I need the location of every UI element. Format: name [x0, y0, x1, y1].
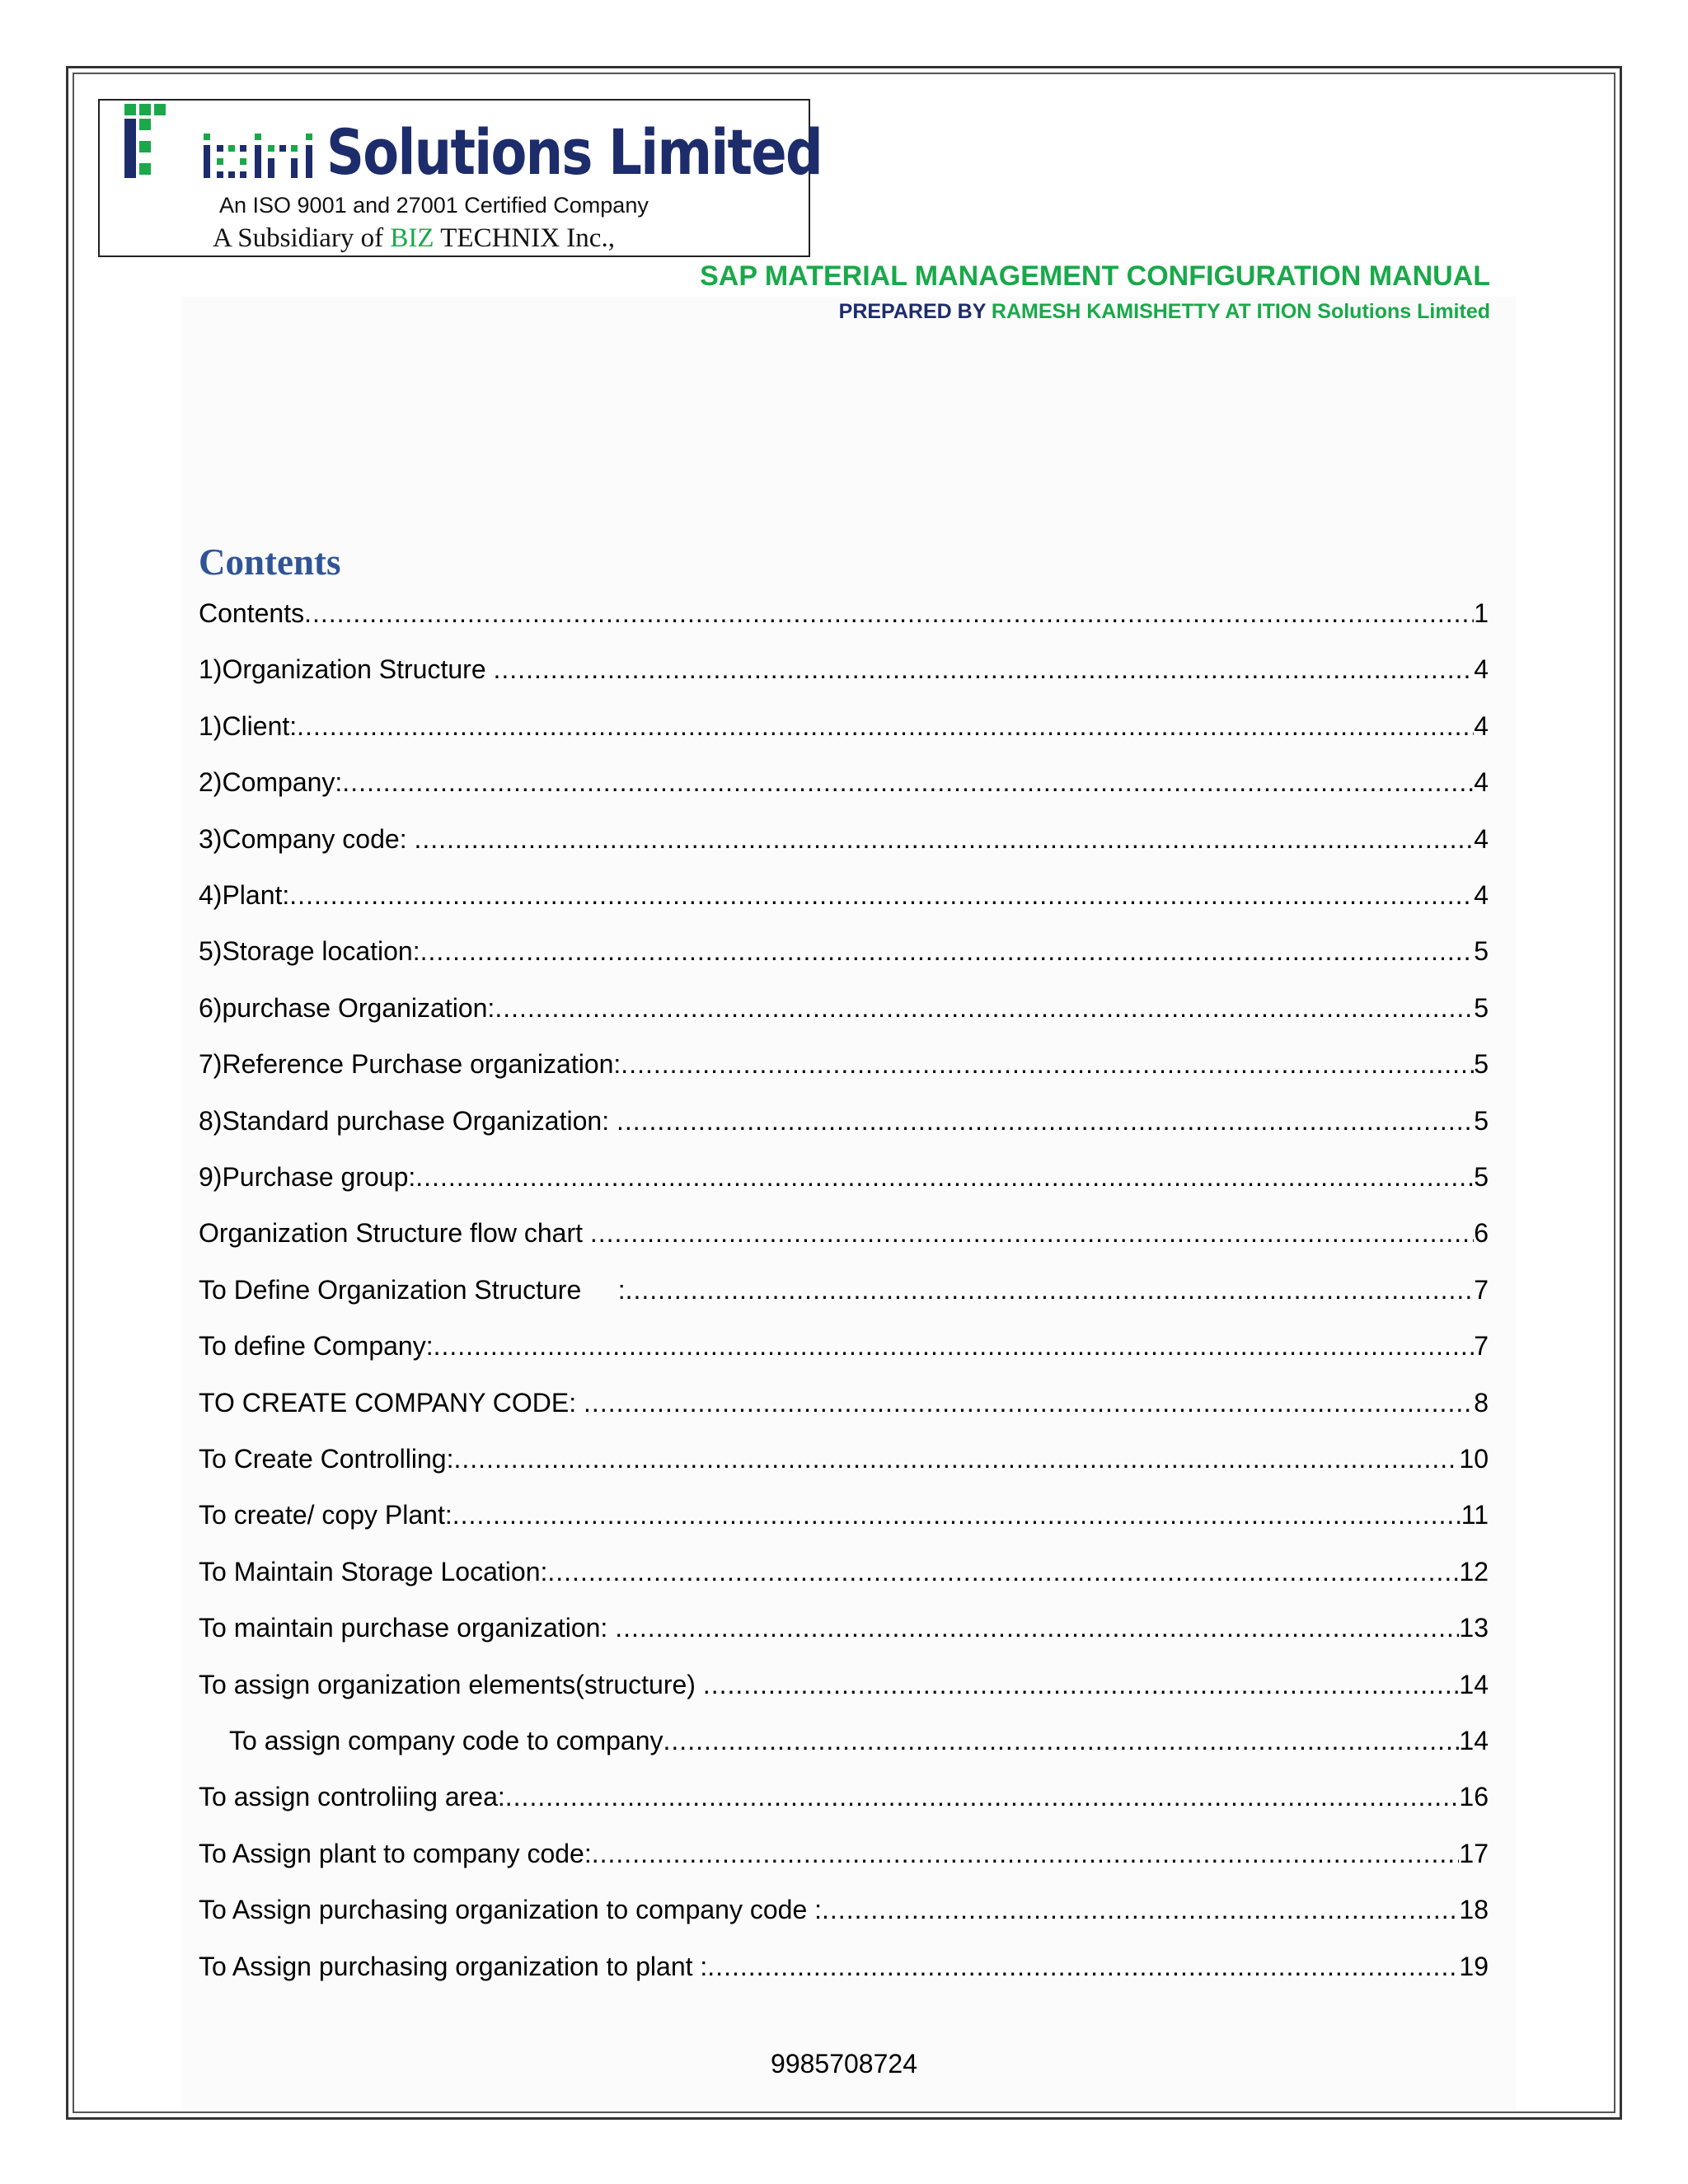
toc-entry-title: To create/ copy Plant:: [199, 1500, 452, 1530]
toc-dot-leader: [495, 990, 1474, 1026]
page-footer-phone: 9985708724: [771, 2049, 917, 2079]
toc-entry-page: 11: [1461, 1500, 1489, 1530]
toc-dot-leader: [822, 1891, 1459, 1928]
toc-entry[interactable]: [199, 1328, 1489, 1364]
toc-entry-title: 2)Company:: [199, 767, 343, 798]
toc-entry[interactable]: [199, 1441, 1489, 1477]
toc-dot-leader: [663, 1722, 1460, 1759]
toc-entry-page: 7: [1474, 1274, 1489, 1305]
toc-entry-page: 12: [1459, 1556, 1489, 1586]
toc-entry-page: 4: [1474, 710, 1489, 741]
subsidiary-suffix: TECHNIX Inc.,: [440, 223, 615, 253]
toc-dot-leader: [304, 595, 1474, 631]
toc-entry[interactable]: [199, 708, 1489, 744]
toc-entry-title: 1)Client:: [199, 710, 298, 741]
toc-entry-page: 5: [1474, 1162, 1489, 1192]
toc-entry[interactable]: [199, 1891, 1489, 1928]
toc-entry[interactable]: [199, 1215, 1489, 1251]
toc-dot-leader: [547, 1554, 1459, 1590]
toc-entry-title: To Maintain Storage Location:: [199, 1556, 548, 1586]
document-title: SAP MATERIAL MANAGEMENT CONFIGURATION MANUAL: [700, 260, 1490, 292]
toc-entry[interactable]: [199, 1610, 1489, 1646]
toc-entry[interactable]: [199, 1835, 1489, 1872]
toc-entry[interactable]: [199, 1272, 1489, 1308]
toc-entry-title: TO CREATE COMPANY CODE:: [199, 1387, 584, 1418]
toc-entry-page: 4: [1474, 654, 1489, 685]
toc-dot-leader: [415, 1159, 1474, 1195]
toc-entry-page: 4: [1474, 880, 1489, 910]
logo-subsidiary: [213, 223, 615, 254]
toc-entry-title: To maintain purchase organization:: [199, 1613, 616, 1643]
toc-entry-page: 5: [1474, 1049, 1489, 1080]
toc-dot-leader: [617, 1103, 1474, 1139]
toc-entry[interactable]: [199, 1779, 1489, 1815]
toc-dot-leader: [453, 1441, 1459, 1477]
toc-entry-title: 5)Storage location:: [199, 936, 420, 967]
author-name: RAMESH KAMISHETTY AT ITION Solutions Limited: [991, 300, 1490, 323]
toc-entry-title: 7)Reference Purchase organization:: [199, 1049, 621, 1080]
toc-entry[interactable]: [199, 877, 1489, 913]
toc-entry-title: To Assign plant to company code:: [199, 1838, 592, 1868]
toc-entry[interactable]: [199, 1385, 1489, 1421]
toc-entry[interactable]: [199, 1497, 1489, 1533]
toc-entry-title: Contents: [199, 598, 305, 628]
toc-entry-title: To define Company:: [199, 1331, 434, 1361]
toc-entry-page: 16: [1459, 1782, 1489, 1812]
logo-lettermark-icon: [204, 134, 319, 178]
toc-dot-leader: [505, 1779, 1460, 1815]
toc-dot-leader: [452, 1497, 1461, 1533]
toc-entry-page: 6: [1474, 1218, 1489, 1249]
toc-dot-leader: [615, 1610, 1459, 1646]
toc-dot-leader: [584, 1385, 1474, 1421]
toc-entry-page: 13: [1459, 1613, 1489, 1643]
toc-entry[interactable]: [199, 1722, 1489, 1759]
toc-entry-title: 4)Plant:: [199, 880, 290, 910]
logo-mark-icon: [124, 104, 207, 178]
toc-dot-leader: [420, 933, 1475, 969]
toc-entry-title: To Define Organization Structure :: [199, 1274, 626, 1305]
toc-entry-page: 7: [1474, 1331, 1489, 1361]
toc-dot-leader: [494, 651, 1475, 687]
toc-entry-page: 10: [1459, 1444, 1489, 1474]
toc-entry[interactable]: [199, 651, 1489, 687]
toc-entry-title: To assign controliing area:: [199, 1782, 505, 1812]
toc-entry-title: To Assign purchasing organization to company code :: [199, 1895, 823, 1925]
toc-entry-page: 5: [1474, 936, 1489, 967]
toc-entry-title: To assign company code to company: [229, 1726, 663, 1755]
toc-entry-page: 18: [1459, 1895, 1489, 1925]
toc-heading: Contents: [199, 541, 341, 583]
toc-entry[interactable]: [199, 764, 1489, 800]
toc-dot-leader: [414, 821, 1474, 857]
toc-dot-leader: [707, 1948, 1459, 1985]
toc-dot-leader: [297, 708, 1474, 744]
toc-entry[interactable]: [199, 1666, 1489, 1703]
toc-entry[interactable]: [199, 1948, 1489, 1985]
subsidiary-brand: BIZ: [390, 223, 434, 253]
toc-entry-page: 5: [1474, 1105, 1489, 1136]
toc-dot-leader: [434, 1328, 1475, 1364]
toc-entry-title: To assign organization elements(structure): [199, 1669, 703, 1699]
toc-entry-page: 8: [1474, 1387, 1489, 1418]
toc-entry-page: 5: [1474, 992, 1489, 1023]
toc-entry-title: 1)Organization Structure: [199, 654, 494, 685]
toc-dot-leader: [626, 1272, 1475, 1308]
toc-entry[interactable]: [199, 933, 1489, 969]
toc-entry-page: 19: [1459, 1951, 1489, 1981]
prepared-by-label: PREPARED BY: [838, 300, 986, 323]
company-logo: [98, 99, 823, 257]
toc-entry-title: 8)Standard purchase Organization:: [199, 1105, 617, 1136]
toc-dot-leader: [621, 1046, 1474, 1082]
toc-entry[interactable]: [199, 821, 1489, 857]
toc-entry[interactable]: [199, 595, 1489, 631]
toc-entry[interactable]: [199, 1159, 1489, 1195]
toc-entry[interactable]: [199, 1554, 1489, 1590]
toc-dot-leader: [342, 764, 1474, 800]
toc-entry-title: 6)purchase Organization:: [199, 992, 495, 1023]
toc-dot-leader: [289, 877, 1474, 913]
toc-entry[interactable]: [199, 1103, 1489, 1139]
toc-entry-page: 14: [1459, 1726, 1489, 1755]
logo-tagline: An ISO 9001 and 27001 Certified Company: [219, 193, 649, 218]
toc-entry-page: 1: [1474, 598, 1489, 628]
toc-entry-page: 17: [1459, 1838, 1489, 1868]
toc-entry-page: 4: [1474, 767, 1489, 798]
toc-entry-title: To Assign purchasing organization to plant :: [199, 1951, 708, 1981]
toc-dot-leader: [590, 1215, 1474, 1251]
toc-entry-title: 3)Company code:: [199, 823, 415, 854]
toc-entry-title: To Create Controlling:: [199, 1444, 454, 1474]
toc-entry-title: Organization Structure flow chart: [199, 1218, 590, 1249]
document-author-line: [839, 300, 1490, 324]
toc-entry-title: 9)Purchase group:: [199, 1162, 416, 1192]
toc-entry[interactable]: [199, 990, 1489, 1026]
logo-company-name: Solutions Limited: [326, 115, 823, 189]
toc-entry-page: 4: [1474, 823, 1489, 854]
toc-dot-leader: [703, 1666, 1460, 1703]
subsidiary-prefix: A Subsidiary of: [213, 223, 384, 253]
toc-entry[interactable]: [199, 1046, 1489, 1082]
toc-entry-page: 14: [1459, 1669, 1489, 1699]
toc-dot-leader: [592, 1835, 1460, 1872]
